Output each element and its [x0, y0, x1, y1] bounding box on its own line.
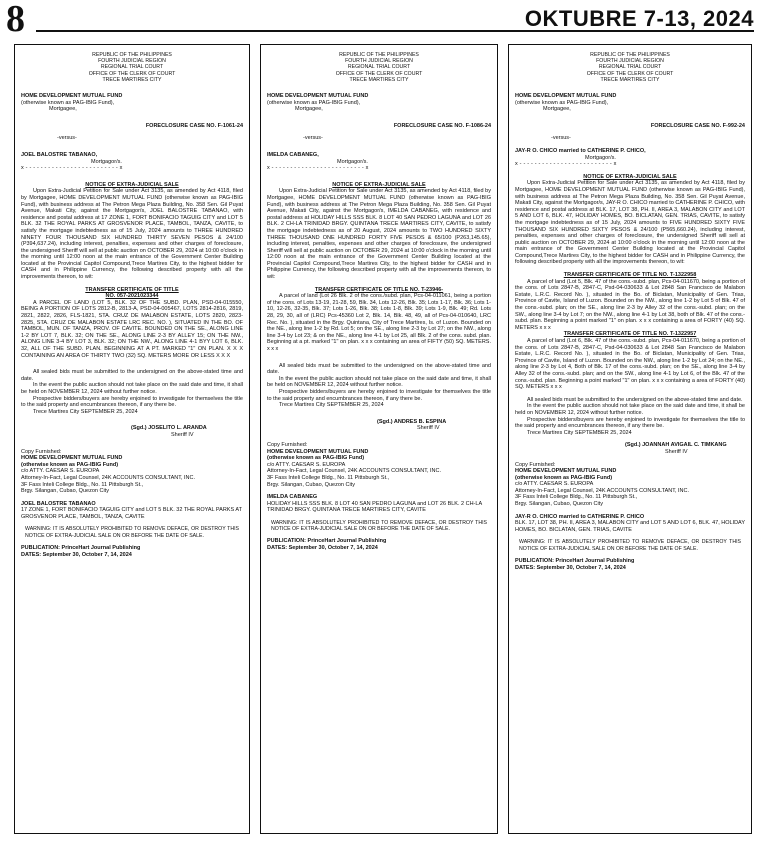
notice-title: NOTICE OF EXTRA-JUDICIAL SALE: [583, 173, 677, 180]
copy-furnished-2-address: BLK. 17, LOT 38, PH. II, AREA 3, MALABON CITY and LOT 5 AND LOT 6, BLK. 47, HOLIDAY HOMES, BO. BICLATAN, GEN. TRIAS, CAVITE: [515, 520, 745, 533]
publication: PUBLICATION: PrinceHart Journal Publishing: [21, 545, 141, 552]
notice-column-1: [14, 44, 250, 834]
sheriff-signatory: (Sgd.) JOANNAH AVIGAIL C. TIMKANG: [625, 442, 727, 449]
notice-body: Upon Extra-Judicial Petition for Sale under Act 3135, as amended by Act 4118, filed by Mortgagee, HOME DEVELOPMENT MUTUAL FUND (otherwise known as PAG-IBIG Fund), with business address at The Petron Mega Plaza Building, No. 358 Sen. Gil Puyat Avenue, Makati City, against the Mortgagor/s, JOEL BALOSTRE TABANAO, with residence and postal address at 17 ZONE 1, FORT BONIFACIO TAGUIG CITY and LOT 5 BLK. 32 THE ROYAL PARKS AT GROSVENOR PLACE, TAMBOL, TANZA, CAVITE, to satisfy the mortgage indebtedness as of 15 July, 2024 amounts to THREE HUNDRED NINETY FOUR THOUSAND SIX HUNDRED THIRTY SEVEN PESOS & 24/100 (P394,637.24), including interest, penalties, expenses and other charges of foreclosure, the undersigned Sheriff will sell at public auction on OCTOBER 29, 2024 at 10:00 o'clock in the morning until 12:00 noon at the main entrance of the Government Center Building located at the Provincial Capitol Compound,Trece Martires City, to the highest bidder for CASH and in Philippine Currency, the following described property with all the improvements thereon, to wit:: [21, 188, 243, 281]
event-paragraph: In the event the public auction should not take place on the said date and time, it shall be held on NOVEMBER 12, 2024 without further notice.: [267, 375, 491, 389]
plaintiff-aka: (otherwise known as PAG-IBIG Fund),: [515, 99, 609, 106]
plaintiff-role: Mortgagee,: [543, 106, 571, 113]
tct-description: A parcel of land (Lot 5, Blk. 47 of the cons.-subd. plan, Pcs-04-011670, being a portion of the cons. of Lots 2847-B, 2847-C, Psd-04-030633 & Lot 2848 San Francisco de Malabon Estate, L.R.C. Record No. ), situated in the Bo. of Biclatan, Municipality of Gen. Trias, Province of Cavite, Island of Luzon. Bounded on the NW., along line 1-2 by Lot 5 of Blk. 47 of the cons.-subd. plan; on the SE., along line 2-3 by Alley 32 of the cons.-subd. plan; on the SW., along line 3-4 by Lot 7; on the NW., along line 4-1 by Lot 38, both of Blk. 47 of the cons.-subd. plan. Beginning a point marked "1" on plan. x x x containing a area of FORTY (40) SQ. METERS x x x: [515, 278, 745, 331]
tct-number: NO. 057-2021023344: [105, 293, 159, 300]
copy-furnished-2-address: HOLIDAY HILLS SSS BLK. 8 LOT 40 SAN PEDRO LAGUNA and LOT 26 BLK. 2 CH-LA TRINIDAD BRGY. QUINTANA TRECE MARTIRES CITY, CAVITE: [267, 500, 482, 514]
sheriff-signatory: (Sgd.) JOSELITO L. ARANDA: [131, 425, 207, 432]
plaintiff-name: HOME DEVELOPMENT MUTUAL FUND: [267, 93, 369, 100]
tct-2-title: TRANSFER CERTIFICATE OF TITLE NO. T-1322957: [563, 331, 697, 338]
issue-date: OKTUBRE 7-13, 2024: [524, 6, 754, 31]
sheriff-title: Sheriff IV: [417, 425, 440, 432]
defendant-role: Mortgagor/s.: [585, 154, 616, 161]
separator-line: x - - - - - - - - - - - - - - - - - - - - - - - - - x: [515, 161, 617, 168]
event-paragraph: In the event the public auction should not take place on the said date and time, it shall be held on NOVEMBER 12, 2024 without further notice.: [515, 403, 745, 416]
tct-title: TRANSFER CERTIFICATE OF TITLE NO. T-1322958: [563, 272, 697, 279]
warning-text: WARNING: IT IS ABSOLUTELY PROHIBITED TO REMOVE DEFACE, OR DESTROY THIS NOTICE OF EXTRA-JUDICIAL SALE ON OR BEFORE THE DATE OF SALE.: [25, 526, 239, 539]
event-paragraph: In the event the public auction should not take place on the said date and time, it shall be held on NOVEMBER 12, 2024 without further notice.: [21, 382, 243, 395]
page-number: 8: [6, 0, 25, 40]
court-header: REPUBLIC OF THE PHILIPPINES FOURTH JUDICIAL REGION REGIONAL TRIAL COURT OFFICE OF THE CLERK OF COURT TRECE MARTIRES CITY: [586, 52, 674, 83]
place-date: Trece Martires City SEPTEMBER 25, 2024: [527, 429, 632, 436]
copy-furnished-1: HOME DEVELOPMENT MUTUAL FUND (otherwise known as PAG-IBIG Fund) c/o ATTY. CAESAR S. EUROPA Attorney-In-Fact, Legal Counsel, 24K ACCOUNTS CONSULTANT, INC. 3F Fass Inteli College Bldg., No. 11 Pittsburgh St., Brgy. Silangan, Cubao, Quezon City: [267, 448, 442, 488]
court-header: REPUBLIC OF THE PHILIPPINES FOURTH JUDICIAL REGION REGIONAL TRIAL COURT OFFICE OF THE CLERK OF COURT TRECE MARTIRES CITY: [88, 52, 176, 83]
copy-furnished-2-address: 17 ZONE 1, FORT BONIFACIO TAGUIG CITY and LOT 5 BLK. 32 THE ROYAL PARKS AT GROSVENOR PLACE, TAMBOL, TANZA, CAVITE: [21, 507, 242, 520]
copy-furnished-2-name: JAY-R O. CHICO married to CATHERINE P. CHICO: [515, 513, 645, 520]
notice-body: Upon Extra-Judicial Petition for Sale under Act 3135, as amended by Act 4118, filed by Mortgagee, HOME DEVELOPMENT MUTUAL FUND (otherwise known as PAG-IBIG Fund), with business address at The Petron Mega Plaza Building, No. 358 Sen. Gil Puyat Avenue, Makati City, against the Mortgagor/s, JAY-R O. CHICO married to CATHERINE P. CHICO, with residence and postal address at BLK. 17, LOT 38, PH. II, AREA 3, MALABON CITY and LOT 5 AND LOT 6, BLK. 47, HOLIDAY HOMES, BO. BICLATAN, GEN. TRIAS, CAVITE, to satisfy the mortgage indebtedness as of 15 July, 2024 amounts to FIVE HUNDRED SIXTY FIVE THOUSAND SIX HUNDRED SIXTY PESOS & 24/100 (P565,660.24), including interest, penalties, expenses and other charges of foreclosure, the undersigned Sheriff will sell at public auction on OCTOBER 29, 2024 at 10:00 o'clock in the morning until 12:00 noon at the main entrance of the Government Center Building located at the Provincial Capitol Compound,Trece Martires City, to the highest bidder for CASH and in Philippine Currency, the following described property with all the improvements thereon, to wit:: [515, 180, 745, 266]
prospective-paragraph: Prospective bidders/buyers are hereby enjoined to investigate for themselves the title to the said property and encumbrances thereon, if any there be.: [267, 388, 491, 402]
tct-description: A PARCEL OF LAND (LOT 5, BLK. 32 OF THE SUBD. PLAN, PSD-04-015550, BEING A PORTION OF LOTS 2812-B, 2813-A, PSD-04-005467, LOTS 2814-2816, 2819, 2821, 2822, 2826, FLS-1821, STA. CRUZ DE MALABON ESTATE, LOTS 2820, 2823-2825, STA. CRUZ DE MALABON ESTATE LRC REC. NO. ), SITUATED IN THE BO. OF TAMBOL, MUN. OF TANZA, PROV. OF CAVITE. BOUNDED ON THE SE., ALONG LINE 1-2 BY LOT 7, BLK. 32; ON THE SE., ALONG LINE 2-3 BY ALLEY 15; ON THE NW., ALONG LINE 3-4 BY LOT 3, BLK. 32; ON THE NW., ALONG LINE 4-1 BYY LOT 6, BLK. 32, ALL OF THE SUBD. PLAN. BEGINNING AT A PT. MARKED "1" ON PLAN. X X X CONTAINING AN AREA OF THIRTY TWO (32) SQ. METERS MORE OR LESS X X X: [21, 299, 243, 359]
court-header: REPUBLIC OF THE PHILIPPINES FOURTH JUDICIAL REGION REGIONAL TRIAL COURT OFFICE OF THE CLERK OF COURT TRECE MARTIRES CITY: [335, 52, 423, 83]
copy-furnished-label: Copy Furnished:: [21, 448, 62, 455]
copy-furnished-1: HOME DEVELOPMENT MUTUAL FUND (otherwise known as PAG-IBIG Fund) c/o ATTY. CAESAR S. EUROPA Attorney-In-Fact, Legal Counsel, 24K ACCOUNTS CONSULTANT, INC. 3F Fass Inteli College Bldg., No. 11 Pittsburgh St., Brgy. Silangan, Cubao, Quezon City: [21, 455, 196, 495]
place-date: Trece Martires City SEPTEMBER 25, 2024: [279, 402, 384, 409]
notice-column-2: [260, 44, 498, 834]
copy-furnished-1: HOME DEVELOPMENT MUTUAL FUND (otherwise known as PAG-IBIG Fund) c/o ATTY. CAESAR S. EUROPA Attorney-In-Fact, Legal Counsel, 24K ACCOUNTS CONSULTANT, INC. 3F Fass Inteli College Bldg., No. 11 Pittsburgh St., Brgy. Silangan, Cubao, Quezon City: [515, 468, 690, 508]
notice-column-3: [508, 44, 752, 834]
notice-title: NOTICE OF EXTRA-JUDICIAL SALE: [332, 181, 426, 188]
bids-paragraph: All sealed bids must be submitted to the undersigned on the above-stated time and date.: [267, 362, 491, 376]
bids-paragraph: All sealed bids must be submitted to the undersigned on the above-stated time and date.: [527, 396, 743, 403]
defendant-role: Mortgagor/s.: [337, 158, 368, 165]
separator-line: x - - - - - - - - - - - - - - - - - - - - - - - - - x: [21, 165, 123, 172]
tct-2-description: A parcel of land (Lot 6, Blk. 47 of the cons.-subd. plan, Pcs-04-011670, being a portion of the cons. of Lots 2847-B, 2847-C, Psd-04-030633 & Lot 2848 San Francisco de Malabon Estate, L.R.C. Record No. ), situated in the Bo. of Biclatan, Municipality of Gen. Trias, Province of Cavite, Island of Luzon. Bounded on the NW., along line 1-2 by Lot 24; on the NE., along line 2-3 by Lot 4, Both of Blk. 17 of the cons.-subd. plan; on the SE., along line 3-4 by Alley 32 of the cons.-subd. plan; and on the SW., along line 4-1 by Lot 6, of the Blk. 47 of the cons.-subd. plan. Beginning a point marked "1" on plan. x x x containing a area of FORTY (40) SQ. METERS x x x: [515, 338, 745, 391]
defendant-name: JOEL BALOSTRE TABANAO,: [21, 151, 98, 158]
bids-paragraph: All sealed bids must be submitted to the undersigned on the above-stated time and date.: [21, 369, 243, 382]
tct-title: TRANSFER CERTIFICATE OF TITLE: [85, 286, 179, 293]
warning-text: WARNING: IT IS ABSOLUTELY PROHIBITED TO REMOVE DEFACE, OR DESTROY THIS NOTICE OF EXTRA-JUDICIAL SALE ON OR BEFORE THE DATE OF SALE.: [271, 519, 487, 533]
copy-furnished-label: Copy Furnished:: [515, 461, 556, 468]
sheriff-title: Sheriff IV: [171, 431, 194, 438]
sheriff-title: Sheriff IV: [665, 448, 688, 455]
case-number: FORECLOSURE CASE NO. F-1086-24: [393, 122, 491, 129]
prospective-paragraph: Prospective bidders/buyers are hereby enjoined to investigate for themselves the title to the said property and encumbrances thereon, if any there be.: [21, 395, 243, 409]
publication-dates: DATES: September 30, October 7, 14, 2024: [515, 564, 626, 571]
defendant-role: Mortgagor/s.: [91, 158, 122, 165]
defendant-name: IMELDA CABANEG,: [267, 151, 319, 158]
separator-line: x - - - - - - - - - - - - - - - - - - - - - - - - - x: [267, 165, 369, 172]
publication: PUBLICATION: PrinceHart Journal Publishing: [515, 558, 635, 565]
defendant-name: JAY-R O. CHICO married to CATHERINE P. CHICO,: [515, 147, 646, 154]
versus-label: -versus-: [303, 135, 323, 142]
plaintiff-name: HOME DEVELOPMENT MUTUAL FUND: [21, 93, 123, 100]
publication-dates: DATES: September 30, October 7, 14, 2024: [21, 551, 132, 558]
copy-furnished-label: Copy Furnished:: [267, 441, 308, 448]
prospective-paragraph: Prospective bidders/buyers are hereby enjoined to investigate for themselves the title to the said property and encumbrances thereon, if any there be.: [515, 416, 745, 430]
place-date: Trece Martires City SEPTEMBER 25, 2024: [33, 408, 138, 415]
versus-label: -versus-: [57, 135, 77, 142]
tct-description: A parcel of land (Lot 26 Blk. 2 of the cons./subd. plan, Pcs-04-011061, being a portion of the cons. of Lots 13-19, 21-28, 59, Blk. 34, Lots 12-26, Blk. 35; Lots 1-17, Blk. 36; Lots 1-10, 12-26, 32-35, Blk. 37; Lots 1-26, Blk. 38; Lots 1-8, Blk. 39; Lots 1-9, Blk. 49; Rd. Lots 28, 29, 30, all of (LRC) Pcs-45360 Lot 2, Blk. 14, Blk. 48, 49, all of Pcs-04-010640, LRC Rec. No. ), situated in the Brgy. Quintana, City of Trece Martires, Is. of Luzon. Bounded on the NE., along line 1-2 by Rd. Lot 5; on the SE., along line 2-3 by Lot 27; on the NW., along line 3-4 by Lot 23; & on the NE., along line 4-1 by Lot 25, all Blk. 2 of the cons. subd. plan. Beginning at a pt. marked "1" on plan. x x x containing an area of FIFTY (50) SQ. METERS. x x x: [267, 293, 491, 353]
masthead: [0, 0, 762, 38]
tct-title: TRANSFER CERTIFICATE OF TITLE NO. T-23946-: [314, 286, 444, 293]
warning-text: WARNING: IT IS ABSOLUTELY PROHIBITED TO REMOVE DEFACE, OR DESTROY THIS NOTICE OF EXTRA-JUDICIAL SALE ON OR BEFORE THE DATE OF SALE.: [519, 539, 741, 552]
copy-furnished-2-name: IMELDA CABANEG: [267, 494, 318, 501]
copy-furnished-2-name: JOEL BALOSTRE TABANAO: [21, 500, 96, 507]
notice-body: Upon Extra-Judicial Petition for Sale under Act 3135, as amended by Act 4118, filed by Mortgagee, HOME DEVELOPMENT MUTUAL FUND (otherwise known as PAG-IBIG Fund), with business address at The Petron Mega Plaza Building, No. 358 Sen. Gil Puyat Avenue, Makati City, against the Mortgagor/s, IMELDA CABANEG, with residence and postal address at HOLIDAY HILLS SSS BLK. 8 LOT 40 SAN PEDRO LAGUNA and LOT 26 BLK. 2 CH-LA TRINIDAD BRGY. QUINTANA TRECE MARTIRES CITY, CAVITE, to satisfy the mortgage indebtedness as of 20 August, 2024 amounts to TWO HUNDRED SIXTY THREE THOUSAND ONE HUNDRED FORTY FIVE PESOS & 65/100 (P263,145.65), including interest, penalties, expenses and other charges of foreclosure, the undersigned Sheriff will sell at public auction on OCTOBER 29, 2024 at 10:00 o'clock in the morning until 12:00 noon at the main entrance of the Government Center Building located at the Provincial Capitol Compound,Trece Martires City, to the highest bidder for CASH and in Philippine Currency, the following described property with all the improvements thereon, to wit:: [267, 188, 491, 281]
plaintiff-role: Mortgagee,: [295, 106, 323, 113]
plaintiff-aka: (otherwise known as PAG-IBIG Fund),: [267, 99, 361, 106]
versus-label: -versus-: [551, 135, 571, 142]
case-number: FORECLOSURE CASE NO. F-1061-24: [145, 122, 243, 129]
publication-dates: DATES: September 30, October 7, 14, 2024: [267, 545, 378, 552]
plaintiff-aka: (otherwise known as PAG-IBIG Fund),: [21, 99, 115, 106]
sheriff-signatory: (Sgd.) ANDRES B. ESPINA: [377, 418, 447, 425]
case-number: FORECLOSURE CASE NO. F-992-24: [650, 122, 745, 129]
publication: PUBLICATION: PrinceHart Journal Publishing: [267, 538, 387, 545]
plaintiff-role: Mortgagee,: [49, 106, 77, 113]
plaintiff-name: HOME DEVELOPMENT MUTUAL FUND: [515, 93, 617, 100]
notice-title: NOTICE OF EXTRA-JUDICIAL SALE: [85, 181, 179, 188]
